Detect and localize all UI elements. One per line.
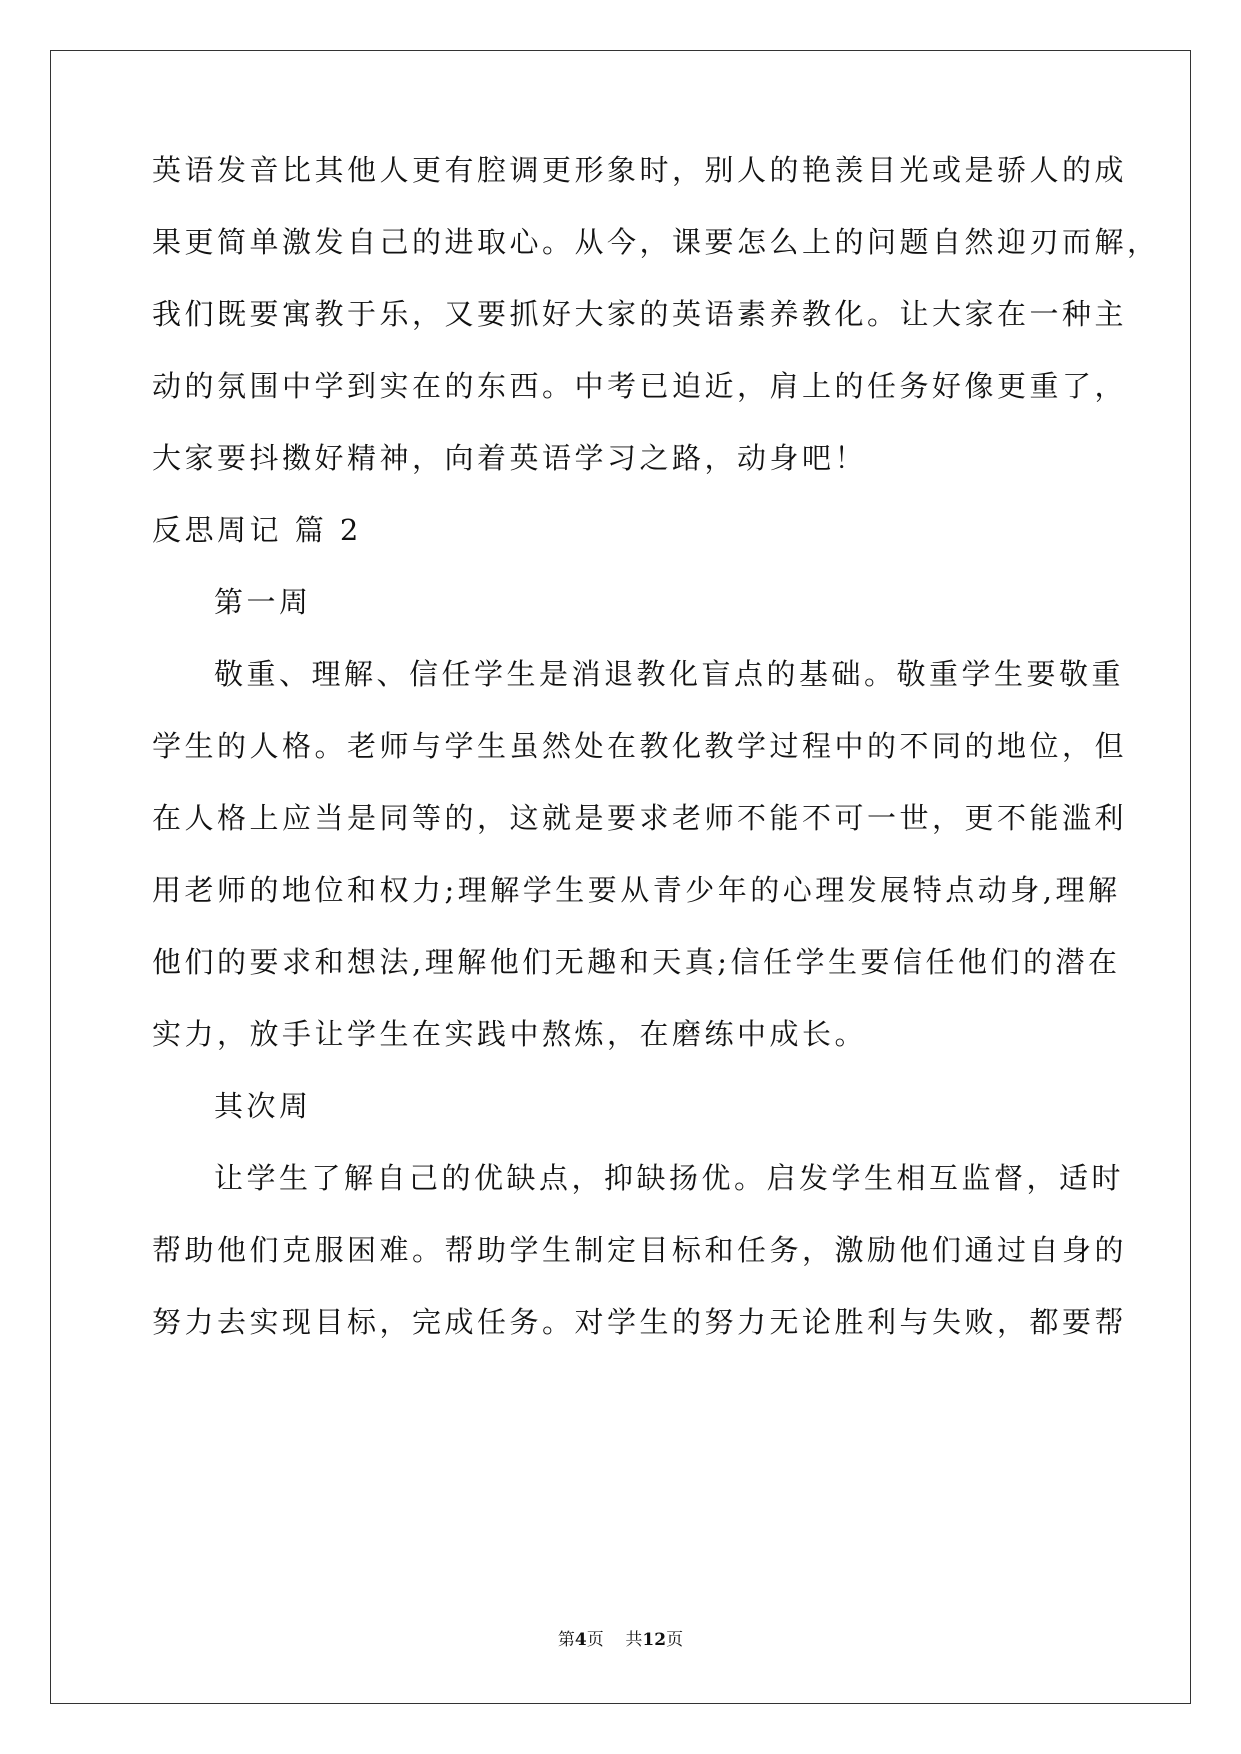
body-line-5: 大家要抖擞好精神，向着英语学习之路，动身吧！ xyxy=(152,441,868,475)
body-line-11: 实力，放手让学生在实践中熬炼，在磨练中成长。 xyxy=(152,1017,868,1051)
body-line-8: 在人格上应当是同等的，这就是要求老师不能不可一世，更不能滥利 xyxy=(152,801,1128,835)
week-heading-1: 第一周 xyxy=(214,585,312,619)
body-line-10: 他们的要求和想法,理解他们无趣和天真;信任学生要信任他们的潜在 xyxy=(152,945,1121,979)
body-line-13: 帮助他们克服困难。帮助学生制定目标和任务，激励他们通过自身的 xyxy=(152,1233,1128,1267)
body-line-1: 英语发音比其他人更有腔调更形象时，别人的艳羡目光或是骄人的成 xyxy=(152,153,1128,187)
body-line-3: 我们既要寓教于乐，又要抓好大家的英语素养教化。让大家在一种主 xyxy=(152,297,1128,331)
body-line-6: 敬重、理解、信任学生是消退教化盲点的基础。敬重学生要敬重 xyxy=(214,657,1125,691)
body-line-14: 努力去实现目标，完成任务。对学生的努力无论胜利与失败，都要帮 xyxy=(152,1305,1128,1339)
body-line-7: 学生的人格。老师与学生虽然处在教化教学过程中的不同的地位，但 xyxy=(152,729,1128,763)
current-page-number: 4 xyxy=(574,1630,587,1650)
body-line-4: 动的氛围中学到实在的东西。中考已迫近，肩上的任务好像更重了， xyxy=(152,369,1128,403)
total-page-count: 12 xyxy=(642,1630,667,1650)
page-footer xyxy=(0,1628,1241,1652)
body-line-9: 用老师的地位和权力;理解学生要从青少年的心理发展特点动身,理解 xyxy=(152,873,1121,907)
section-heading: 反思周记 篇 2 xyxy=(152,513,362,547)
body-line-12: 让学生了解自己的优缺点，抑缺扬优。启发学生相互监督，适时 xyxy=(214,1161,1125,1195)
footer-suffix: 页 xyxy=(666,1630,684,1650)
footer-prefix: 第 xyxy=(557,1630,575,1650)
body-line-2: 果更简单激发自己的进取心。从今，课要怎么上的问题自然迎刃而解， xyxy=(152,225,1160,259)
footer-mid: 页 共 xyxy=(586,1630,643,1650)
week-heading-2: 其次周 xyxy=(214,1089,312,1123)
